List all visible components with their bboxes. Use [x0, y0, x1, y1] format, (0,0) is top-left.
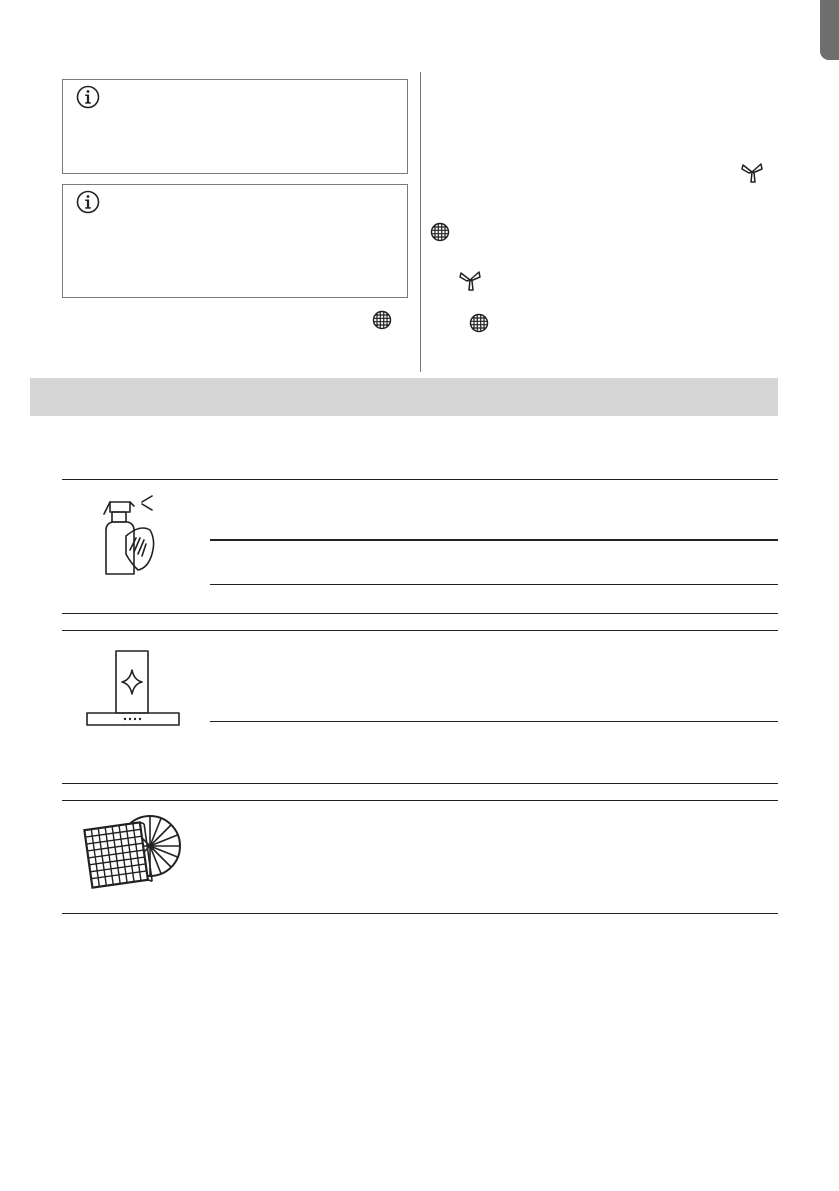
table-rule	[210, 721, 778, 722]
table-rule	[62, 783, 778, 784]
table-rule	[62, 913, 778, 914]
info-icon	[76, 190, 100, 214]
table-rule	[210, 584, 778, 585]
grease-filter-icon	[469, 313, 489, 333]
info-icon	[76, 85, 100, 109]
table-rule-thick	[210, 539, 778, 541]
fan-icon	[740, 160, 764, 184]
chapter-edge-tab	[820, 0, 839, 60]
hood-shine-icon	[84, 648, 184, 732]
table-rule	[62, 479, 778, 480]
table-rule	[62, 800, 778, 801]
table-rule	[62, 630, 778, 631]
section-heading-band	[30, 378, 778, 416]
grease-filter-icon	[372, 310, 392, 330]
column-divider	[420, 72, 421, 372]
grease-filter-icon	[430, 222, 450, 242]
cleaning-spray-cloth-icon	[90, 490, 170, 580]
info-note-box	[62, 184, 408, 298]
info-note-box	[62, 79, 408, 174]
fan-icon	[458, 268, 482, 292]
table-rule	[62, 613, 778, 614]
filter-icon	[80, 808, 190, 896]
